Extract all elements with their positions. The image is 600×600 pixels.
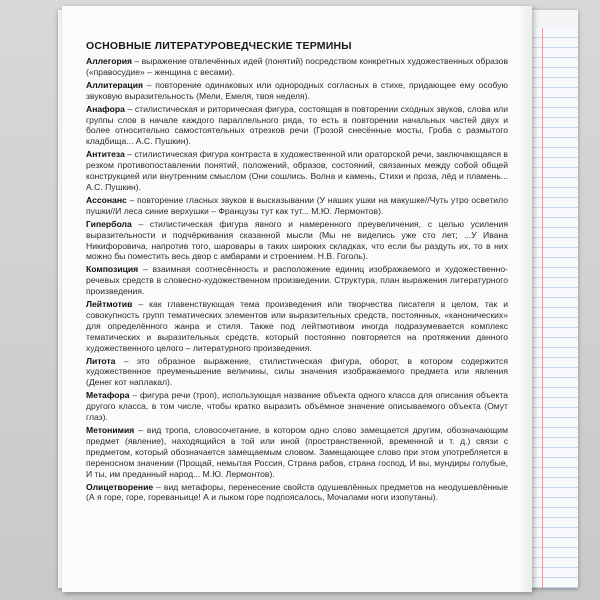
term-entry bbox=[86, 149, 508, 193]
term-name: Анафора bbox=[86, 103, 125, 114]
term-entry bbox=[86, 80, 508, 102]
term-name: Литота bbox=[86, 355, 116, 366]
term-name: Композиция bbox=[86, 264, 139, 275]
term-entry bbox=[86, 195, 508, 217]
term-name: Антитеза bbox=[86, 149, 125, 160]
term-entry bbox=[86, 425, 508, 480]
terms-list bbox=[86, 56, 508, 503]
page-title: ОСНОВНЫЕ ЛИТЕРАТУРОВЕДЧЕСКИЕ ТЕРМИНЫ bbox=[86, 40, 352, 52]
reference-page bbox=[62, 6, 532, 592]
term-definition: – стилистическая фигура явного и намеренного преувеличения, с целью усиления выразительности и подчёркивания сказанной мысли (Мы не виделись уже сто лет; ...У Ивана Никифоровича, напротив того, шаровары в таких широких складках, что если бы раздуть их, то в них можно бы поместить весь двор с амбарами и строением. Н.В. Гоголь). bbox=[86, 218, 508, 262]
term-definition: – вид метафоры, перенесение свойств одушевлённых предметов на неодушевлённые (А я горе, горе, гореваньице! А и лыком горе подпоясалось, Мочалами ноги изопутаны). bbox=[86, 481, 508, 503]
term-name: Ассонанс bbox=[86, 194, 127, 205]
term-name: Олицетворение bbox=[86, 481, 154, 492]
term-definition: – взаимная соотнесённость и расположение единиц изображаемого и художественно-речевых средств в словесно-художественном произведении. Структура, план выражения литературного произведения. bbox=[86, 264, 508, 297]
term-definition: – стилистическая и риторическая фигура, состоящая в повторении сходных звуков, слова или группы слов в начале каждого параллельного ряда, то есть в повторении начальных частей двух и более относительно самостоятельных отрезков речи (Грозой снесённые мосты, Гроба с размытого кладбища... А.С. Пушкин). bbox=[86, 103, 508, 147]
term-entry bbox=[86, 356, 508, 389]
term-definition: – фигура речи (троп), использующая название объекта одного класса для описания объекта другого класса, в том числе, чтобы кратко выразить объёмное значение описываемого объекта (Омут глаз). bbox=[86, 390, 508, 423]
term-definition: – повторение гласных звуков в высказывании (У наших ушки на макушке//Чуть утро осветило пушки//И леса синие верхушки – Французы тут как тут... М.Ю. Лермонтов). bbox=[86, 194, 508, 216]
term-definition: – стилистическая фигура контраста в художественной или ораторской речи, заключающаяся в резком противопоставлении понятий, положений, образов, состояний, связанных между собой общей конструкцией или внутренним смыслом (Они сошлись. Волна и камень, Стихи и проза, лёд и пламень... А.С. Пушкин). bbox=[86, 149, 508, 192]
term-entry bbox=[86, 482, 508, 504]
term-name: Метафора bbox=[86, 390, 130, 401]
term-entry bbox=[86, 219, 508, 263]
term-entry bbox=[86, 56, 508, 78]
term-entry bbox=[86, 104, 508, 148]
term-name: Лейтмотив bbox=[86, 299, 133, 310]
term-definition: – вид тропа, словосочетание, в котором одно слово замещается другим, обозначающим предмет (явление), находящийся в той или иной (пространственной, временной и т. д.) связи с предметом, который обозначается замещаемым словом. Замещающее слово при этом употребляется в переносном значении (Прощай, немытая Россия, Страна рабов, страна господ, И вы, мундиры голубые, И ты, им преданный народ... М.Ю. Лермонтов). bbox=[86, 425, 508, 479]
term-definition: – повторение одинаковых или однородных согласных в стихе, придающее ему особую звуковую выразительность (Мели, Емеля, твоя неделя). bbox=[86, 79, 508, 101]
term-definition: – это образное выражение, стилистическая фигура, оборот, в котором содержится художественное преуменьшение величины, силы значения изображаемого предмета или явления (Денег кот наплакал). bbox=[86, 355, 508, 388]
term-definition: – выражение отвлечённых идей (понятий) посредством конкретных художественных образов («правосудие» – женщина с весами). bbox=[86, 56, 509, 77]
term-entry bbox=[86, 299, 508, 354]
term-entry bbox=[86, 390, 508, 423]
term-name: Гипербола bbox=[86, 218, 132, 229]
term-name: Аллитерация bbox=[86, 79, 144, 90]
term-name: Метонимия bbox=[86, 425, 135, 435]
term-definition: – как главенствующая тема произведения или творчества писателя в целом, так и совокупность групп тематических элементов или выразительных средств, постоянных, «канонических» для определённого жанра и стиля. Также под лейтмотивом иногда подразумевается комплекс тематических и выразительных средств, который постоянно повторяется на протяжении данного художественного целого – литературного произведения. bbox=[86, 299, 508, 353]
term-entry bbox=[86, 264, 508, 297]
term-name: Аллегория bbox=[86, 56, 133, 66]
